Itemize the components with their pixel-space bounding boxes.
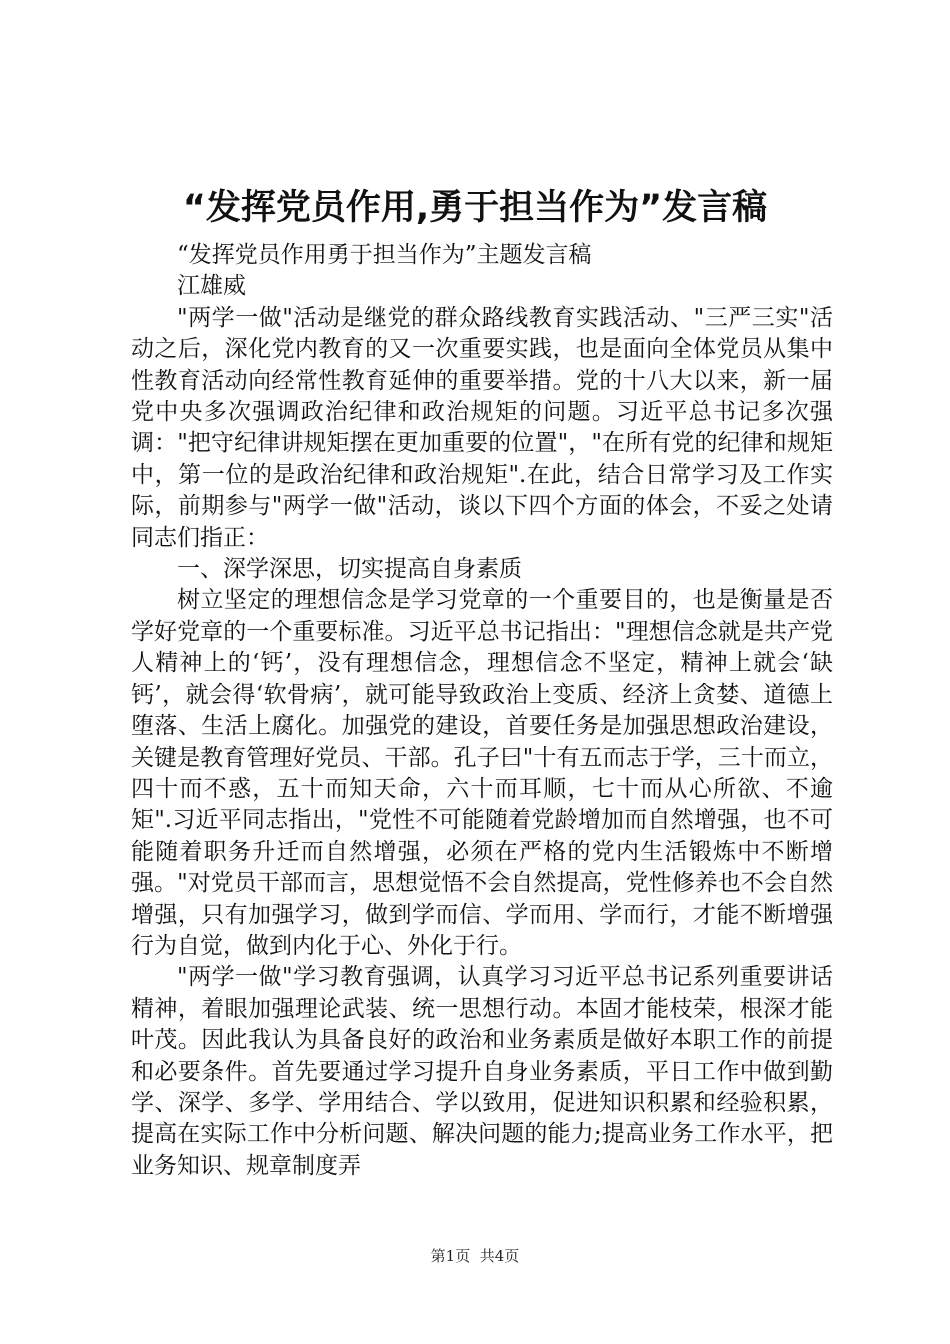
- document-author: 江雄威: [177, 273, 246, 300]
- section-heading: 一、深学深思，切实提高自身素质: [177, 556, 522, 583]
- page-number: 第1页: [430, 1247, 471, 1265]
- paragraph: "两学一做"活动是继党的群众路线教育实践活动、"三严三实"活动之后，深化党内教育的又一次重要实践，也是面向全体党员从集中性教育活动向经常性教育延伸的重要举措。党的十八大以来，新一届党中央多次强调政治纪律和政治规矩的问题。习近平总书记多次强调："把守纪律讲规矩摆在更加重要的位置"，"在所有党的纪律和规矩中，第一位的是政治纪律和政治规矩".在此，结合日常学习及工作实际，前期参与"两学一做"活动，谈以下四个方面的体会，不妥之处请同志们指正：: [131, 304, 833, 551]
- paragraph: 树立坚定的理想信念是学习党章的一个重要目的，也是衡量是否学好党章的一个重要标准。习近平总书记指出："理想信念就是共产党人精神上的‘钙’，没有理想信念，理想信念不坚定，精神上就会‘缺钙’，就会得‘软骨病’，就可能导致政治上变质、经济上贪婪、道德上堕落、生活上腐化。加强党的建设，首要任务是加强思想政治建设，关键是教育管理好党员、干部。孔子曰"十有五而志于学，三十而立，四十而不惑，五十而知天命，六十而耳顺，七十而从心所欲、不逾矩".习近平同志指出，"党性不可能随着党龄增加而自然增强，也不可能随着职务升迁而自然增强，必须在严格的党内生活锻炼中不断增强。"对党员干部而言，思想觉悟不会自然提高，党性修养也不会自然增强，只有加强学习，做到学而信、学而用、学而行，才能不断增强行为自觉，做到内化于心、外化于行。: [131, 587, 833, 959]
- document-body: [131, 240, 833, 1182]
- page-total: 共4页: [479, 1247, 520, 1265]
- document-subtitle: “发挥党员作用勇于担当作为”主题发言稿: [177, 242, 592, 268]
- paragraph: "两学一做"学习教育强调，认真学习习近平总书记系列重要讲话精神，着眼加强理论武装、统一思想行动。本固才能枝荣，根深才能叶茂。因此我认为具备良好的政治和业务素质是做好本职工作的前提和必要条件。首先要通过学习提升自身业务素质，平日工作中做到勤学、深学、多学、学用结合、学以致用，促进知识积累和经验积累，提高在实际工作中分析问题、解决问题的能力;提高业务工作水平，把业务知识、规章制度弄: [131, 964, 833, 1179]
- page-footer: [0, 1246, 950, 1266]
- document-title: “发挥党员作用,勇于担当作为”发言稿: [182, 188, 768, 228]
